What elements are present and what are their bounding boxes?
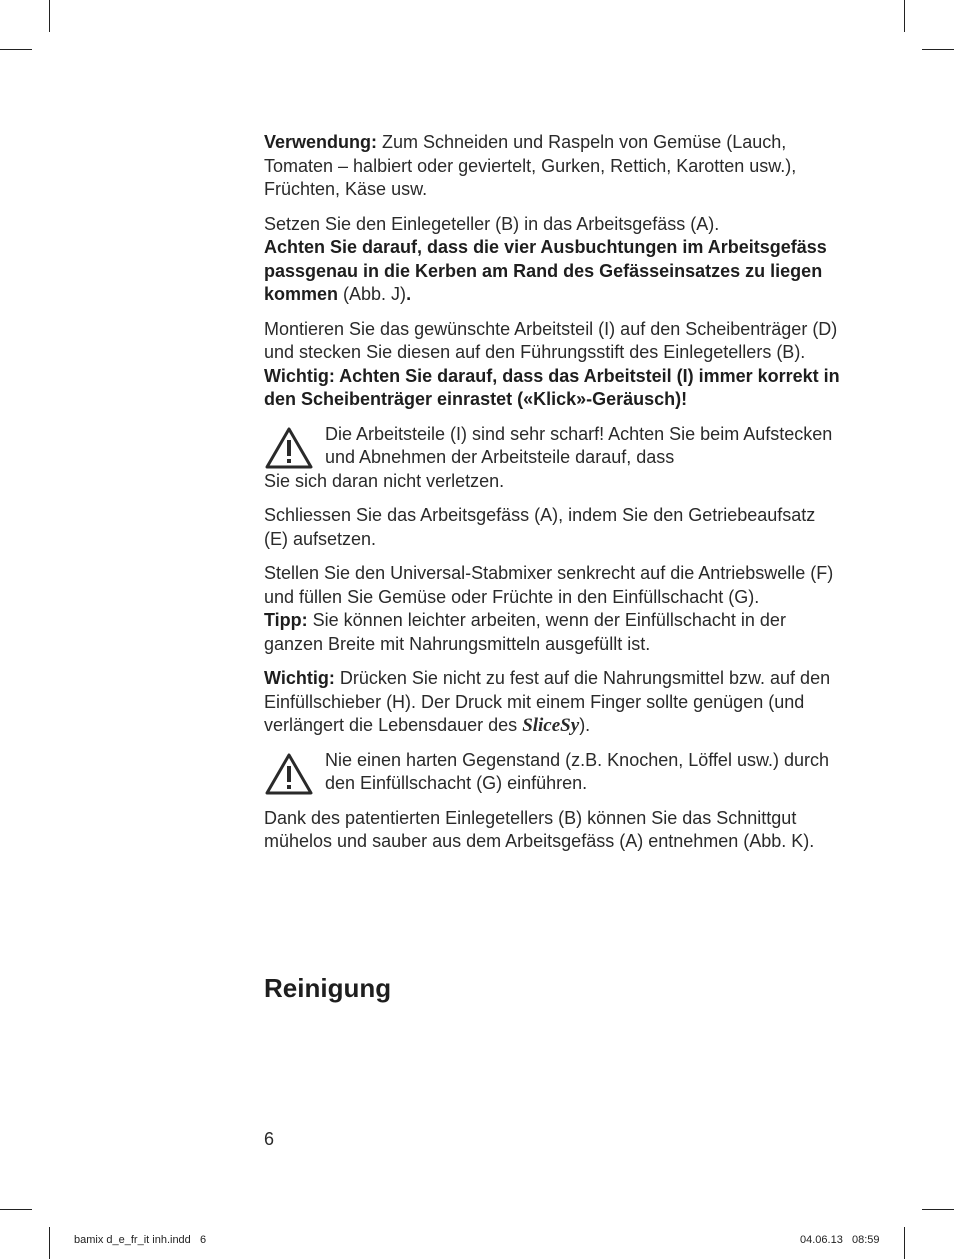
crop-mark bbox=[0, 1209, 32, 1210]
text: Nie einen harten Gegenstand (z.B. Knochen, Löffel usw.) durch den Einfüllschacht (G) einführen. bbox=[325, 749, 829, 793]
label-usage: Verwendung: bbox=[264, 132, 378, 152]
paragraph-pressure bbox=[264, 667, 844, 738]
paragraph-mixer-placement bbox=[264, 562, 844, 656]
brand-name: SliceSy bbox=[522, 715, 580, 736]
text: ). bbox=[579, 715, 591, 735]
text: Montieren Sie das gewünschte Arbeitsteil (I) auf den Scheibenträger (D) und stecken Sie diesen auf den Führungsstift des Einlegetellers (B). bbox=[264, 318, 838, 362]
emphasis: Wichtig: Achten Sie darauf, dass das Arbeitsteil (I) immer korrekt in den Scheibenträger einrastet («Klick»-Geräusch)! bbox=[264, 365, 840, 409]
text: Die Arbeitsteile (I) sind sehr scharf! Achten Sie beim Aufstecken und Abnehmen der Arbeitsteile darauf, dass bbox=[325, 423, 833, 467]
paragraph-usage bbox=[264, 131, 844, 202]
warning-sharp-parts bbox=[264, 423, 844, 494]
paragraph-insert-plate bbox=[264, 213, 844, 307]
footer-file: bamix d_e_fr_it inh.indd 6 bbox=[74, 1234, 207, 1246]
crop-mark bbox=[49, 1227, 50, 1259]
text: Stellen Sie den Universal-Stabmixer senkrecht auf die Antriebswelle (F) und füllen Sie Gemüse oder Früchte in den Einfüllschacht (G). bbox=[264, 563, 834, 607]
footer-date: 04.06.13 08:59 bbox=[800, 1234, 880, 1246]
crop-mark bbox=[0, 49, 32, 50]
warning-hard-objects bbox=[264, 749, 844, 796]
crop-mark bbox=[49, 0, 50, 32]
text: Schliessen Sie das Arbeitsgefäss (A), indem Sie den Getriebeaufsatz (E) aufsetzen. bbox=[264, 505, 816, 549]
page-number: 6 bbox=[264, 1129, 275, 1149]
text: Zum Schneiden und Raspeln von Gemüse (Lauch, Tomaten – halbiert oder geviertelt, Gurken, Rettich, Karotten usw.), Früchten, Käse usw. bbox=[264, 132, 797, 199]
body-text bbox=[264, 131, 844, 865]
emphasis: Achten Sie darauf, dass die vier Ausbuchtungen im Arbeitsgefäss passgenau in die Kerben am Rand des Gefässeinsatzes zu liegen kommen bbox=[264, 237, 827, 304]
text: Sie können leichter arbeiten, wenn der Einfüllschacht in der ganzen Breite mit Nahrungsmitteln ausgefüllt ist. bbox=[264, 610, 786, 654]
crop-mark bbox=[904, 0, 905, 32]
text: Sie sich daran nicht verletzen. bbox=[264, 470, 505, 491]
label-tip: Tipp: bbox=[264, 610, 308, 630]
crop-mark bbox=[922, 49, 954, 50]
section-heading: Reinigung bbox=[264, 973, 392, 1003]
label-important: Wichtig: bbox=[264, 668, 335, 688]
figure-ref: (Abb. J) bbox=[338, 284, 407, 304]
crop-mark bbox=[922, 1209, 954, 1210]
paragraph-mount-part bbox=[264, 318, 844, 412]
text: Drücken Sie nicht zu fest auf die Nahrungsmittel bzw. auf den Einfüllschieber (H). Der Druck mit einem Finger sollte genügen (und verlängert die Lebensdauer des bbox=[264, 668, 831, 735]
text: Setzen Sie den Einlegeteller (B) in das Arbeitsgefäss (A). bbox=[264, 213, 720, 234]
warning-triangle-icon bbox=[264, 752, 314, 796]
crop-mark bbox=[904, 1227, 905, 1259]
paragraph-close-bowl bbox=[264, 504, 844, 551]
paragraph-remove-cuttings bbox=[264, 807, 844, 854]
text: Dank des patentierten Einlegetellers (B) können Sie das Schnittgut mühelos und sauber aus dem Arbeitsgefäss (A) entnehmen (Abb. K). bbox=[264, 807, 815, 851]
warning-triangle-icon bbox=[264, 426, 314, 470]
punct: . bbox=[406, 284, 412, 304]
